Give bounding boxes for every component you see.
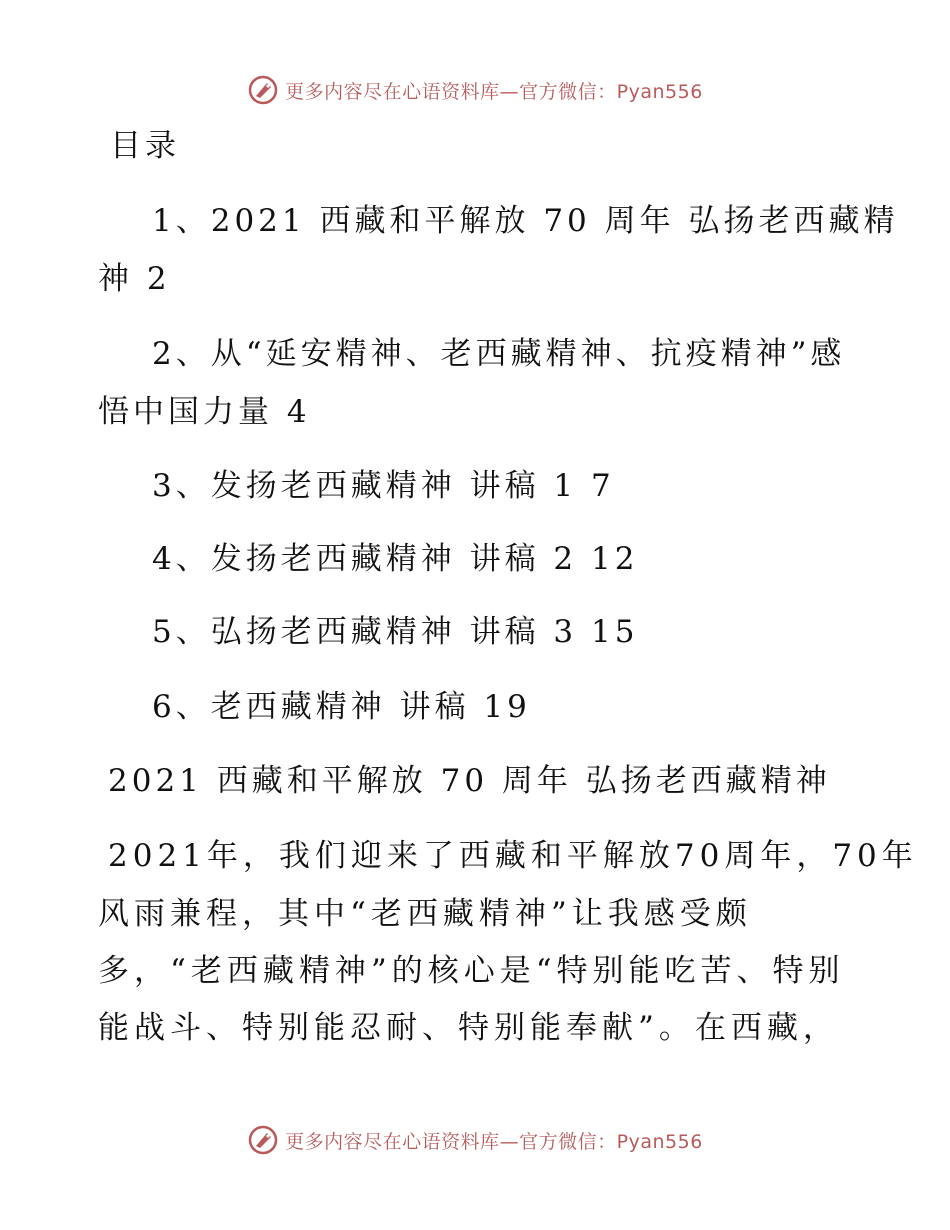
watermark-text: 更多内容尽在心语资料库—官方微信：Pyan556 [285,1130,703,1153]
watermark-banner-top [0,70,950,110]
toc-item-3: 3、发扬老西藏精神 讲稿 1 7 [152,468,615,504]
article-title: 2021 西藏和平解放 70 周年 弘扬老西藏精神 [108,763,831,799]
watermark-banner-bottom [0,1120,950,1160]
toc-item-2-continued: 悟中国力量 4 [98,394,311,430]
toc-item-1: 1、2021 西藏和平解放 70 周年 弘扬老西藏精 [152,203,899,239]
toc-item-1-continued: 神 2 [98,261,171,297]
article-line-3: 多，“老西藏精神”的核心是“特别能吃苦、特别 [98,953,845,989]
toc-item-2: 2、从“延安精神、老西藏精神、抗疫精神”感 [152,336,846,372]
toc-item-5: 5、弘扬老西藏精神 讲稿 3 15 [152,614,639,650]
watermark-text: 更多内容尽在心语资料库—官方微信：Pyan556 [285,80,703,103]
article-line-1: 2021年，我们迎来了西藏和平解放70周年，70年 [108,838,918,874]
pen-nib-logo-icon [247,74,279,106]
article-line-2: 风雨兼程，其中“老西藏精神”让我感受颇 [98,896,752,932]
toc-item-6: 6、老西藏精神 讲稿 19 [152,689,531,725]
article-line-4: 能战斗、特别能忍耐、特别能奉献”。在西藏， [98,1010,839,1046]
toc-heading: 目录 [110,128,180,164]
pen-nib-logo-icon [247,1124,279,1156]
toc-item-4: 4、发扬老西藏精神 讲稿 2 12 [152,541,639,577]
